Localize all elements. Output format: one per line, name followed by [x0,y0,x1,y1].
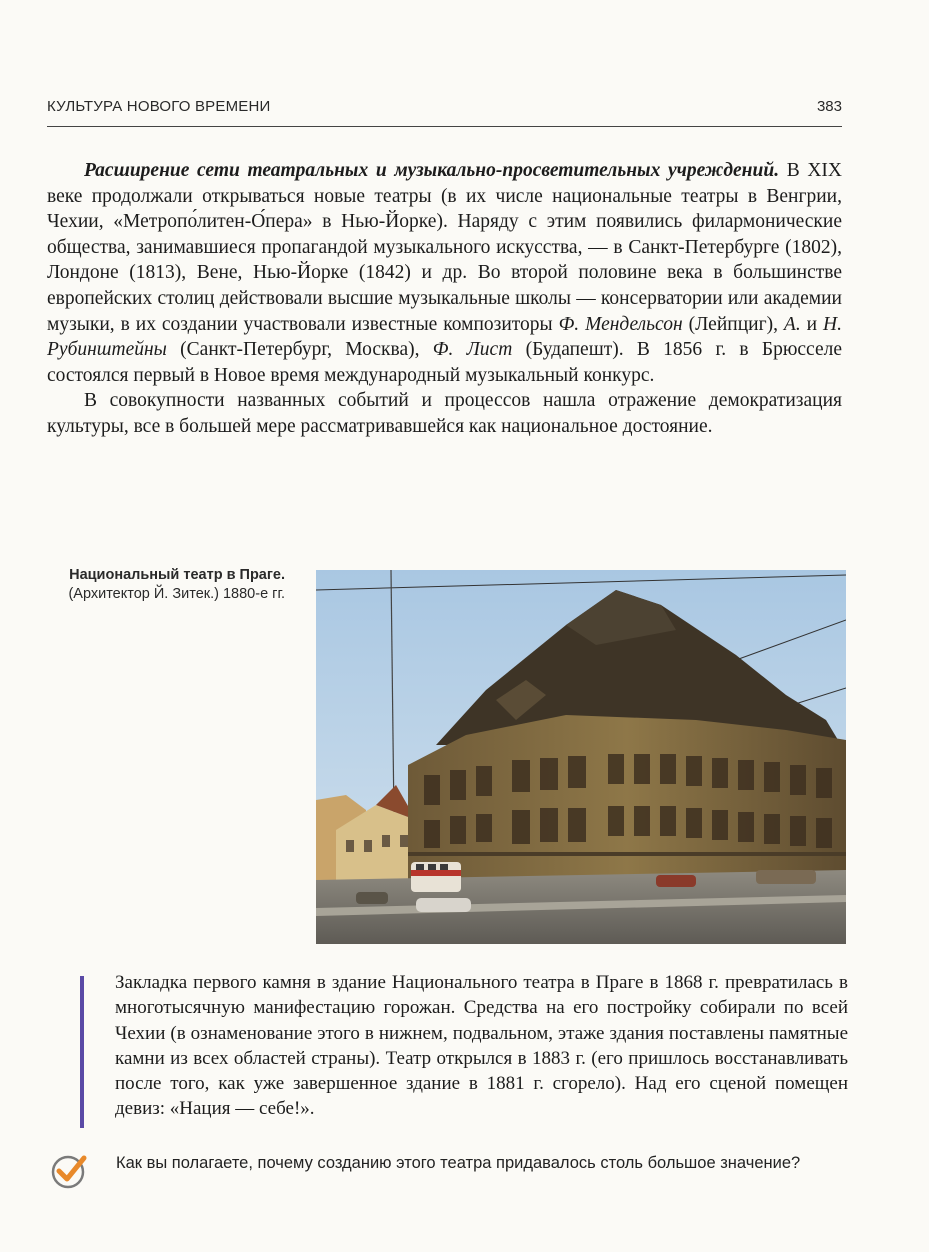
national-theatre-photo [316,570,846,944]
caption-details: (Архитектор Й. Зитек.) 1880-е гг. [68,586,285,602]
highlight-box [80,970,850,1122]
page-number: 383 [816,98,842,115]
photo-caption [60,566,285,604]
running-header-title: КУЛЬТУРА НОВОГО ВРЕМЕНИ [47,98,271,115]
paragraph-1: Расширение сети театральных и музыкально-просветительных учреждений. В XIX веке продолжали открываться новые театры (в их числе национальные театры в Венгрии, Чехии, «Метропо́литен-О́пера» в Нью-Йорке). Наряду с этим появились филармонические общества, занимавшиеся пропагандой музыкального искусства, — в Санкт-Петербурге (1802), Лондоне (1813), Вене, Нью-Йорке (1842) и др. Во второй половине века в большинстве европейских столиц действовали высшие музыкальные школы — консерватории или академии музыки, в их создании участвовали известные композиторы Ф. Мендельсон (Лейпциг), А. и Н. Рубинштейны (Санкт-Петербург, Москва), Ф. Лист (Будапешт). В 1856 г. в Брюсселе состоялся первый в Новое время международный музыкальный конкурс. [47,160,843,386]
paragraph-2: В совокупности названных событий и процессов нашла отражение демократизация культуры, все в большей мере рассматривавшейся как национальное достояние. [47,390,842,437]
composer-name: Ф. Мендельсон [558,313,683,335]
composer-name: А. [783,313,801,335]
running-header [47,96,842,127]
highlight-text: Закладка первого камня в здание Национального театра в Праге в 1868 г. превратилась в многотысячную манифестацию горожан. Средства на его постройку собирали по всей Чехии (в ознаменование этого в нижнем, подвальном, этаже здания поставлены памятные камни из всех областей страны). Театр открылся в 1883 г. (его пришлось восстанавливать после того, как уже завершенное здание в 1881 г. сгорело). Над его сценой помещен девиз: «Нация — себе!». [115,972,848,1120]
question-text: Как вы полагаете, почему созданию этого театра придавалось столь большое значение? [116,1154,801,1172]
main-text [47,158,842,440]
accent-bar [80,976,84,1128]
composer-name: Ф. Лист [432,339,513,361]
paragraph-lead: Расширение сети театральных и музыкально-просветительных учреждений. [84,160,780,181]
caption-title: Национальный театр в Праге. [69,567,285,583]
composer-name: Н. Рубинштейны [47,313,842,361]
checkmark-icon [50,1152,90,1192]
